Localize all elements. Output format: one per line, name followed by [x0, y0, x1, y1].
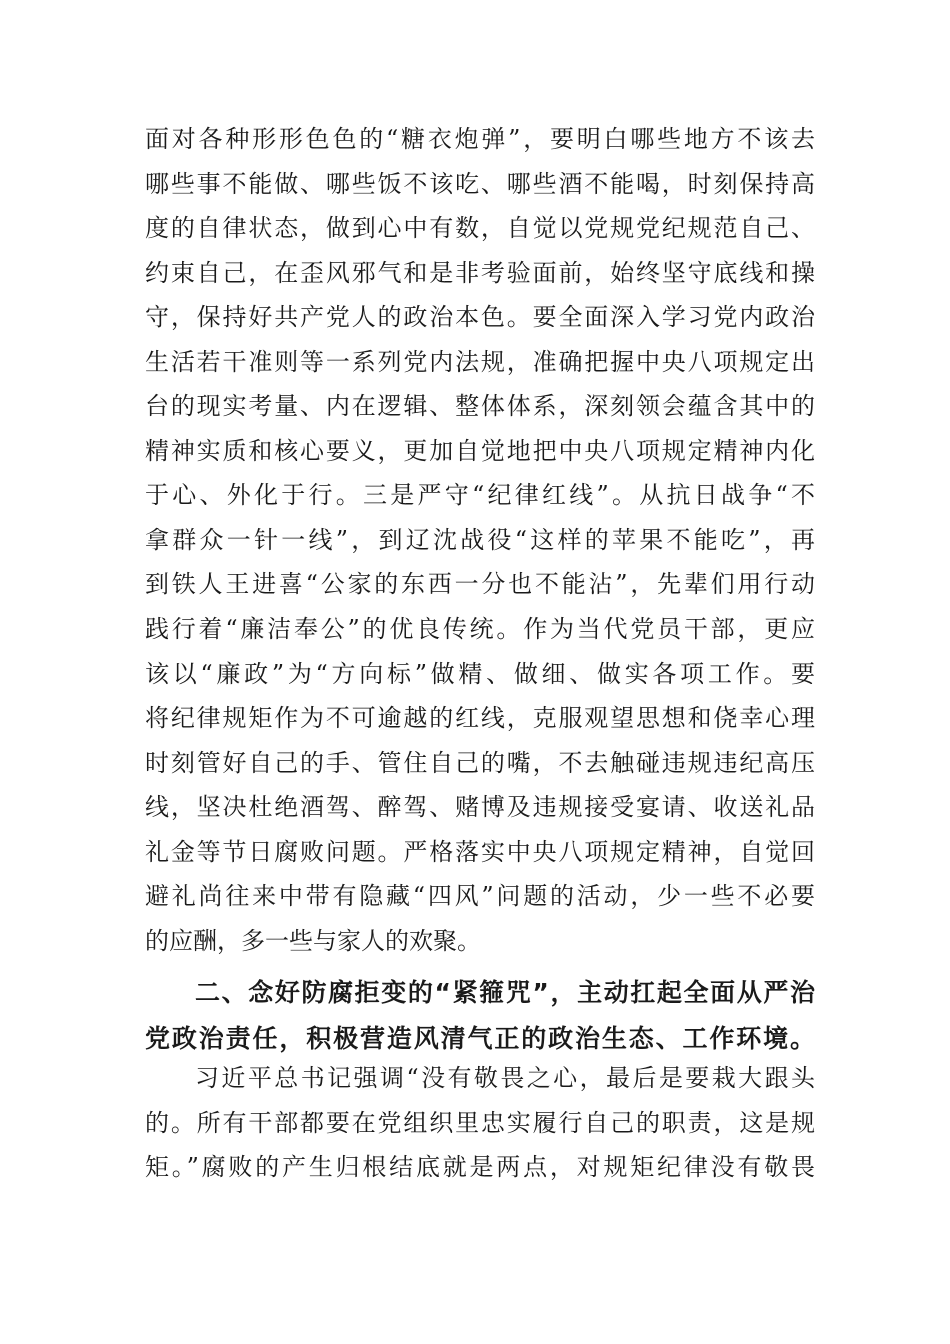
text-line: 践行着“廉洁奉公”的优良传统。作为当代党员干部，更应	[145, 615, 815, 644]
text-line: 哪些事不能做、哪些饭不该吃、哪些酒不能喝，时刻保持高	[145, 169, 815, 198]
text-line: 精神实质和核心要义，更加自觉地把中央八项规定精神内化	[145, 436, 815, 465]
text-line: 拿群众一针一线”，到辽沈战役“这样的苹果不能吃”，再	[145, 525, 815, 554]
section-heading	[145, 970, 815, 1062]
text-line: 度的自律状态，做到心中有数，自觉以党规党纪规范自己、	[145, 214, 815, 243]
body-paragraph	[145, 1056, 815, 1190]
text-line: 约束自己，在歪风邪气和是非考验面前，始终坚守底线和操	[145, 258, 815, 287]
text-line: 的。所有干部都要在党组织里忠实履行自己的职责，这是规	[145, 1108, 815, 1137]
text-line: 礼金等节日腐败问题。严格落实中央八项规定精神，自觉回	[145, 837, 815, 866]
text-line: 将纪律规矩作为不可逾越的红线，克服观望思想和侥幸心理	[145, 704, 815, 733]
text-line: 台的现实考量、内在逻辑、整体体系，深刻领会蕴含其中的	[145, 392, 815, 421]
text-line: 面对各种形形色色的“糖衣炮弹”，要明白哪些地方不该去	[145, 125, 815, 153]
text-line: 矩。”腐败的产生归根结底就是两点，对规矩纪律没有敬畏	[145, 1153, 815, 1182]
text-line: 时刻管好自己的手、管住自己的嘴，不去触碰违规违纪高压	[145, 748, 815, 777]
text-line: 守，保持好共产党人的政治本色。要全面深入学习党内政治	[145, 303, 815, 332]
text-line: 习近平总书记强调“没有敬畏之心，最后是要栽大跟头	[195, 1064, 815, 1092]
heading-line: 二、念好防腐拒变的“紧箍咒”，主动扛起全面从严治	[195, 978, 815, 1007]
text-line: 到铁人王进喜“公家的东西一分也不能沾”，先辈们用行动	[145, 570, 815, 599]
body-paragraph	[145, 117, 815, 963]
heading-line: 党政治责任，积极营造风清气正的政治生态、工作环境。	[145, 1024, 815, 1053]
text-line: 避礼尚往来中带有隐藏“四风”问题的活动，少一些不必要	[145, 882, 815, 911]
text-line: 该以“廉政”为“方向标”做精、做细、做实各项工作。要	[145, 659, 815, 688]
text-line: 于心、外化于行。三是严守“纪律红线”。从抗日战争“不	[145, 481, 815, 510]
text-line: 生活若干准则等一系列党内法规，准确把握中央八项规定出	[145, 347, 815, 376]
text-line: 线，坚决杜绝酒驾、醉驾、赌博及违规接受宴请、收送礼品	[145, 793, 815, 822]
text-line: 的应酬，多一些与家人的欢聚。	[145, 926, 481, 955]
